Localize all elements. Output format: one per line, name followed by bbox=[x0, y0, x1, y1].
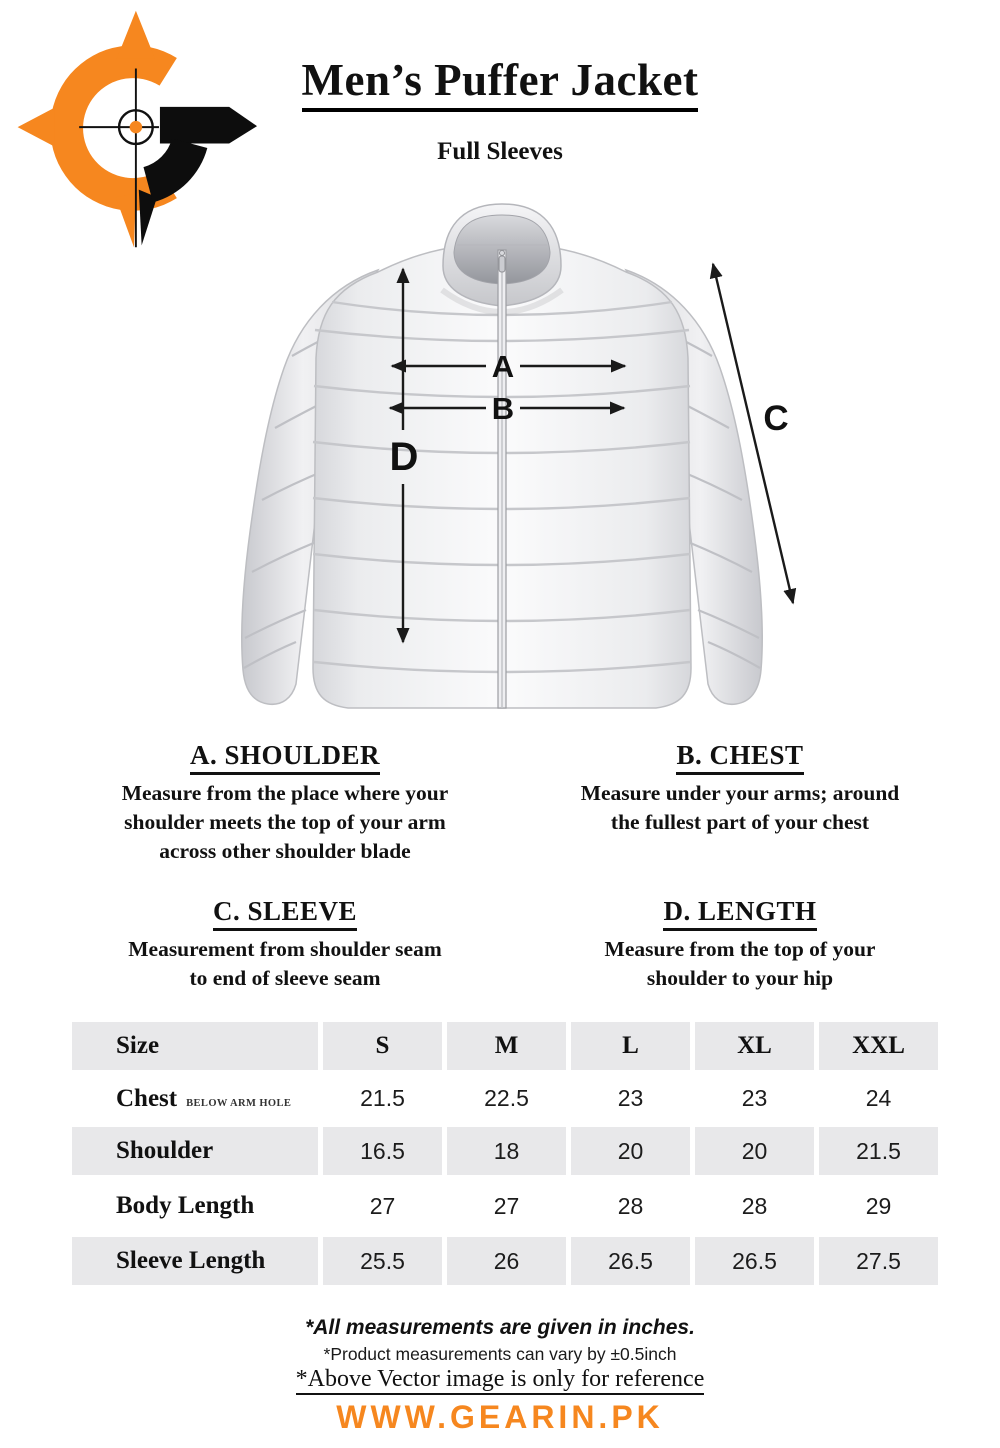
guide-shoulder bbox=[65, 740, 505, 866]
arrow-label-d: D bbox=[389, 435, 419, 479]
logo-bottom-spike-orange bbox=[116, 193, 136, 247]
website-link: WWW.GEARIN.PK bbox=[336, 1399, 664, 1435]
guide-text-line: Measurement from shoulder seam bbox=[128, 937, 442, 961]
guide-text-line: Measure under your arms; around bbox=[580, 781, 900, 805]
size-value-cell: 20 bbox=[695, 1127, 814, 1175]
guide-chest bbox=[525, 740, 955, 837]
guide-text-line: across other shoulder blade bbox=[159, 839, 411, 863]
note-inches: *All measurements are given in inches. bbox=[305, 1316, 695, 1339]
column-header-xl: XL bbox=[695, 1022, 814, 1070]
size-value-cell: 22.5 bbox=[484, 1085, 529, 1111]
arrow-label-a: A bbox=[491, 349, 515, 384]
guide-length bbox=[525, 896, 955, 993]
guide-shoulder-title: A. SHOULDER bbox=[65, 740, 505, 771]
size-table bbox=[72, 1022, 938, 1285]
column-header-m: M bbox=[447, 1022, 566, 1070]
size-value-cell: 27 bbox=[493, 1192, 520, 1219]
size-value-cell: 29 bbox=[865, 1192, 892, 1219]
size-value-cell: 25.5 bbox=[323, 1237, 442, 1285]
guide-length-title: D. LENGTH bbox=[525, 896, 955, 927]
column-header-s: S bbox=[323, 1022, 442, 1070]
size-value-cell: 28 bbox=[741, 1192, 768, 1219]
jacket-illustration bbox=[180, 190, 820, 730]
size-value-cell: 27 bbox=[369, 1192, 396, 1219]
note-variance: *Product measurements can vary by ±0.5inch bbox=[323, 1344, 677, 1364]
guide-text-line: to end of sleeve seam bbox=[189, 966, 381, 990]
size-value-cell: 21.5 bbox=[819, 1127, 938, 1175]
size-value-cell: 21.5 bbox=[360, 1085, 405, 1111]
size-value-cell: 16.5 bbox=[323, 1127, 442, 1175]
jacket-zipper bbox=[498, 250, 506, 708]
row-label: Body Length bbox=[116, 1192, 255, 1219]
note-reference: *Above Vector image is only for reference bbox=[0, 1366, 1000, 1393]
size-value-cell: 24 bbox=[865, 1085, 892, 1111]
size-value-cell: 23 bbox=[741, 1085, 768, 1111]
column-header-l: L bbox=[571, 1022, 690, 1070]
row-label: Shoulder bbox=[72, 1127, 318, 1175]
size-value-cell: 20 bbox=[571, 1127, 690, 1175]
size-value-cell: 28 bbox=[617, 1192, 644, 1219]
logo-center-dot bbox=[130, 121, 143, 134]
guide-chest-title: B. CHEST bbox=[525, 740, 955, 771]
row-label: Chest BELOW ARM HOLE bbox=[116, 1084, 292, 1112]
guide-sleeve-title: C. SLEEVE bbox=[65, 896, 505, 927]
guide-text-line: Measure from the place where your bbox=[121, 781, 449, 805]
guide-text-line: Measure from the top of your bbox=[604, 937, 876, 961]
guide-sleeve bbox=[65, 896, 505, 993]
guide-text-line: the fullest part of your chest bbox=[610, 810, 870, 834]
logo-top-spike bbox=[117, 11, 155, 59]
arrow-label-c: C bbox=[763, 399, 789, 438]
size-value-cell: 23 bbox=[617, 1085, 644, 1111]
size-column-header: Size bbox=[72, 1022, 318, 1070]
guide-text-line: shoulder to your hip bbox=[646, 966, 834, 990]
size-value-cell: 27.5 bbox=[819, 1237, 938, 1285]
column-header-xxl: XXL bbox=[819, 1022, 938, 1070]
page-subtitle: Full Sleeves bbox=[437, 138, 563, 165]
size-value-cell: 26.5 bbox=[695, 1237, 814, 1285]
page-title: Men’s Puffer Jacket bbox=[0, 54, 1000, 106]
size-value-cell: 26.5 bbox=[571, 1237, 690, 1285]
row-label: Sleeve Length bbox=[72, 1237, 318, 1285]
guide-text-line: shoulder meets the top of your arm bbox=[124, 810, 446, 834]
size-value-cell: 26 bbox=[447, 1237, 566, 1285]
arrow-label-b: B bbox=[491, 391, 515, 426]
size-value-cell: 18 bbox=[447, 1127, 566, 1175]
